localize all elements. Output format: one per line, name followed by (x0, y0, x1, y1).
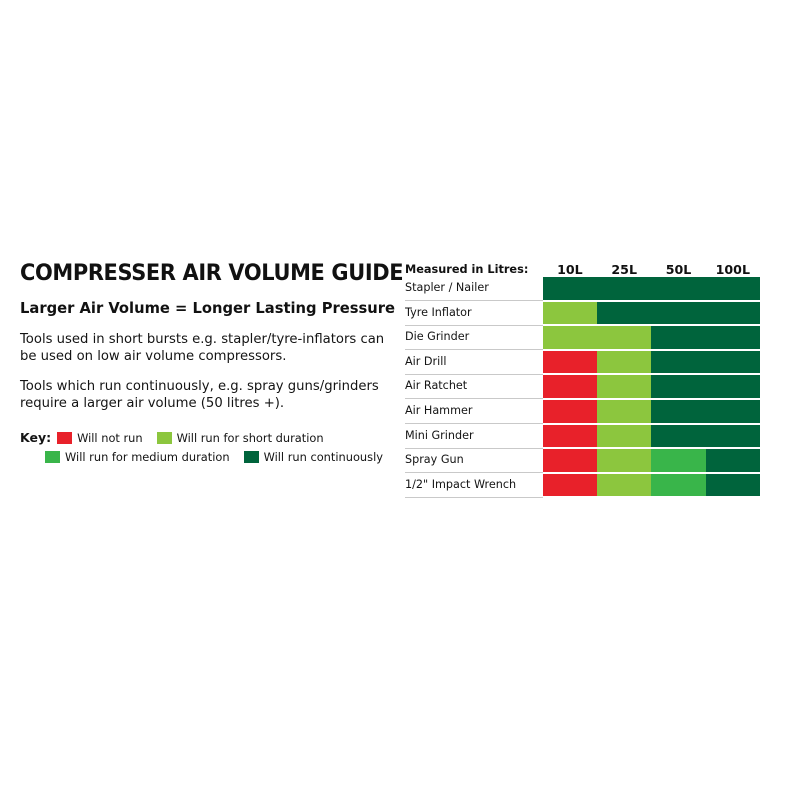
matrix-head (405, 262, 760, 277)
legend-text-will-not-run: Will not run (77, 430, 143, 445)
matrix-cell (706, 473, 760, 498)
legend-item-medium-duration (45, 450, 230, 464)
matrix-cell (651, 424, 705, 449)
matrix-cell (597, 424, 651, 449)
matrix-cell (706, 374, 760, 399)
legend-item-continuous (244, 450, 383, 464)
legend-row-1 (20, 430, 397, 445)
matrix-cell (543, 473, 597, 498)
matrix-cell (543, 374, 597, 399)
matrix-cell (706, 301, 760, 326)
tool-name-cell: Mini Grinder (405, 424, 543, 449)
matrix-cell (543, 301, 597, 326)
compatibility-matrix (405, 262, 760, 498)
legend-row-2 (20, 450, 397, 464)
matrix-cell (543, 424, 597, 449)
table-row (405, 473, 760, 498)
paragraph-continuous: Tools which run continuously, e.g. spray guns/grinders require a larger air volume (50 litres +). (20, 378, 379, 411)
header-measured-in-litres: Measured in Litres: (405, 263, 529, 276)
matrix-cell (651, 277, 705, 301)
page-title: COMPRESSER AIR VOLUME GUIDE (20, 260, 404, 286)
tool-name-cell: Stapler / Nailer (405, 277, 543, 301)
matrix-cell (543, 448, 597, 473)
matrix-table (405, 262, 760, 498)
table-row (405, 277, 760, 301)
matrix-cell (706, 277, 760, 301)
matrix-cell (651, 473, 705, 498)
matrix-cell (706, 325, 760, 350)
matrix-cell (597, 325, 651, 350)
matrix-cell (651, 301, 705, 326)
matrix-cell (651, 325, 705, 350)
table-row (405, 424, 760, 449)
tool-name-cell: Air Drill (405, 350, 543, 375)
header-volume-50l: 50L (665, 262, 692, 277)
table-row (405, 301, 760, 326)
table-row (405, 448, 760, 473)
matrix-cell (597, 277, 651, 301)
matrix-cell (597, 473, 651, 498)
tool-name-cell: Air Ratchet (405, 374, 543, 399)
matrix-cell (597, 399, 651, 424)
matrix-cell (706, 448, 760, 473)
tool-name-cell: 1/2" Impact Wrench (405, 473, 543, 498)
matrix-body (405, 277, 760, 497)
header-volume-25l: 25L (611, 262, 637, 277)
matrix-cell (706, 350, 760, 375)
legend (20, 430, 397, 464)
legend-text-continuous: Will run continuously (263, 450, 383, 465)
tool-name-cell: Air Hammer (405, 399, 543, 424)
air-volume-guide (20, 262, 782, 498)
header-volume-100l: 100L (715, 262, 750, 277)
subtitle: Larger Air Volume = Longer Lasting Pressure (20, 298, 396, 317)
matrix-cell (543, 350, 597, 375)
matrix-cell (597, 448, 651, 473)
guide-text-column (20, 262, 405, 469)
matrix-header-row (405, 262, 760, 277)
matrix-cell (543, 325, 597, 350)
paragraph-short-bursts: Tools used in short bursts e.g. stapler/tyre-inflators can be used on low air volume compressors. (20, 331, 385, 365)
table-row (405, 325, 760, 350)
matrix-cell (706, 399, 760, 424)
matrix-cell (651, 374, 705, 399)
legend-label: Key: (20, 430, 52, 446)
legend-swatch-will-not-run (57, 432, 72, 444)
matrix-cell (597, 350, 651, 375)
tool-name-cell: Tyre Inflator (405, 301, 543, 326)
legend-item-short-duration (157, 431, 324, 445)
table-row (405, 350, 760, 375)
legend-swatch-continuous (244, 451, 259, 463)
matrix-cell (706, 424, 760, 449)
legend-text-medium-duration: Will run for medium duration (65, 450, 230, 465)
matrix-cell (597, 374, 651, 399)
legend-text-short-duration: Will run for short duration (176, 430, 324, 445)
legend-item-will-not-run (57, 431, 143, 445)
matrix-cell (543, 277, 597, 301)
matrix-cell (543, 399, 597, 424)
legend-swatch-medium-duration (45, 451, 60, 463)
matrix-cell (651, 350, 705, 375)
tool-name-cell: Spray Gun (405, 448, 543, 473)
legend-swatch-short-duration (157, 432, 172, 444)
matrix-cell (597, 301, 651, 326)
table-row (405, 374, 760, 399)
matrix-cell (651, 448, 705, 473)
header-volume-10l: 10L (557, 262, 583, 277)
tool-name-cell: Die Grinder (405, 325, 543, 350)
table-row (405, 399, 760, 424)
matrix-cell (651, 399, 705, 424)
